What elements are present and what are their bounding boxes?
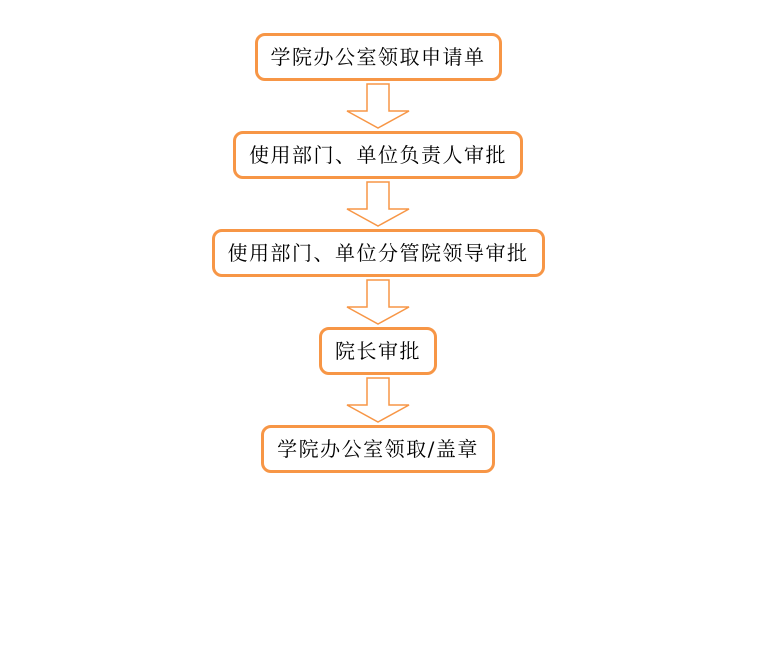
step-box-3 xyxy=(212,229,545,277)
step-box-1 xyxy=(255,33,502,81)
down-block-arrow-icon xyxy=(346,83,410,129)
down-block-arrow-icon xyxy=(346,181,410,227)
down-block-arrow-icon xyxy=(346,377,410,423)
step-box-5 xyxy=(261,425,495,473)
step-label-1: 学院办公室领取申请单 xyxy=(270,45,486,69)
approval-flowchart xyxy=(0,33,756,473)
step-box-4 xyxy=(319,327,437,375)
step-label-5: 学院办公室领取/盖章 xyxy=(277,437,479,461)
down-block-arrow-icon xyxy=(346,279,410,325)
step-label-2: 使用部门、单位负责人审批 xyxy=(249,143,507,167)
step-box-2 xyxy=(233,131,523,179)
step-label-4: 院长审批 xyxy=(335,339,421,363)
step-label-3: 使用部门、单位分管院领导审批 xyxy=(227,241,529,265)
